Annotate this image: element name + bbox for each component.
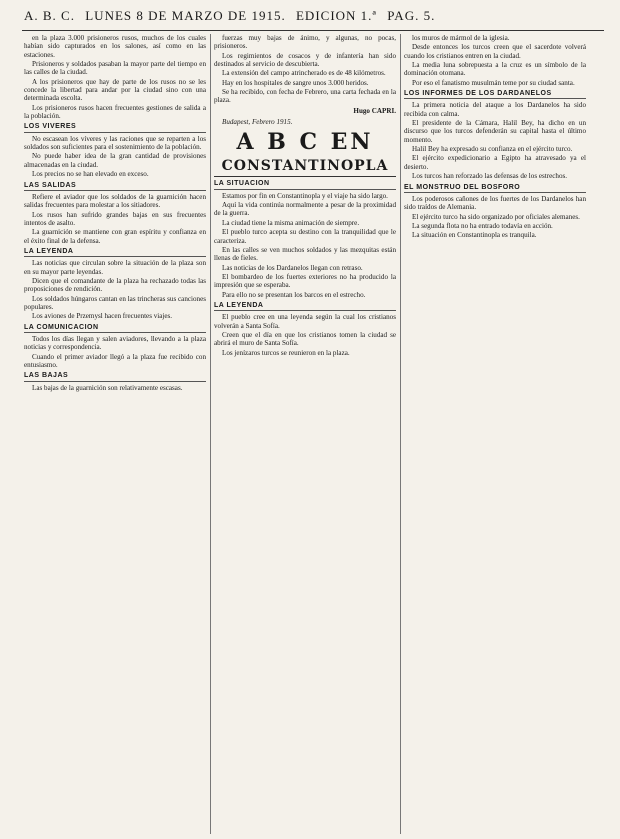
paragraph: Dicen que el comandante de la plaza ha rechazado todas las proposiciones de rendición. xyxy=(24,276,206,294)
paragraph: Refiere el aviador que los soldados de la guarnición hacen salidas frecuentes para molestar a los sitiadores. xyxy=(24,192,206,210)
paragraph: Se ha recibido, con fecha de Febrero, una carta fechada en la plaza. xyxy=(214,88,396,105)
article-dateline: Budapest, Febrero 1915. xyxy=(222,118,293,127)
paragraph: Estamos por fin en Constantinopla y el viaje ha sido largo. xyxy=(222,191,388,200)
paragraph: El bombardeo de los fuertes exteriores no ha producido la impresión que se esperaba. xyxy=(214,272,396,290)
article-title-top: A B C EN xyxy=(236,129,374,156)
paragraph: El ejército turco ha sido organizado por oficiales alemanes. xyxy=(412,212,580,221)
section-heading-monstruo: EL MONSTRUO DEL BOSFORO xyxy=(404,184,586,193)
paragraph: Todos los días llegan y salen aviadores, llevando a la plaza noticias y correspondencia. xyxy=(24,335,206,352)
column-1 xyxy=(24,34,206,834)
paragraph: El pueblo turco acepta su destino con la tranquilidad que le caracteriza. xyxy=(214,228,396,245)
header-page-number: PAG. 5. xyxy=(387,8,436,23)
page-header xyxy=(24,8,604,30)
section-heading-leyenda: LA LEYENDA xyxy=(24,248,206,257)
header-rule xyxy=(22,30,604,31)
paragraph: Por eso el fanatismo musulmán teme por su ciudad santa. xyxy=(412,78,575,87)
paragraph: La situación en Constantinopla es tranquila. xyxy=(412,231,537,240)
paragraph: Cuando el primer aviador llegó a la plaza fue recibido con entusiasmo. xyxy=(24,352,206,370)
paragraph: Los turcos han reforzado las defensas de los estrechos. xyxy=(412,172,568,181)
paragraph: Creen que el día en que los cristianos tomen la ciudad se abrirá el muro de Santa Sofía. xyxy=(214,330,396,348)
paragraph: La ciudad tiene la misma animación de siempre. xyxy=(222,218,360,227)
paragraph: Halil Bey ha expresado su confianza en el ejército turco. xyxy=(412,145,573,154)
paragraph: Hay en los hospitales de sangre unos 3.000 heridos. xyxy=(222,78,369,87)
paragraph: La segunda flota no ha entrado todavía en acción. xyxy=(412,221,553,230)
paragraph: Para ello no se presentan los barcos en el estrecho. xyxy=(222,290,366,299)
paragraph: El presidente de la Cámara, Halil Bey, ha dicho en un discurso que los turcos defenderán su capital hasta el último momento. xyxy=(404,119,586,144)
paragraph: Prisioneros y soldados pasaban la mayor parte del tiempo en las calles de la ciudad. xyxy=(24,60,206,77)
paragraph: La guarnición se mantiene con gran espíritu y confianza en el éxito final de la defensa. xyxy=(24,228,206,245)
paragraph: los muros de mármol de la iglesia. xyxy=(412,34,510,42)
paragraph: Las bajas de la guarnición son relativamente escasas. xyxy=(32,383,183,392)
paragraph: Los aviones de Przemysl hacen frecuentes viajes. xyxy=(32,312,173,321)
column-3 xyxy=(404,34,586,834)
paragraph: Los prisioneros rusos hacen frecuentes gestiones de salida a la población. xyxy=(24,103,206,121)
column-separator xyxy=(210,34,211,834)
paragraph: en la plaza 3.000 prisioneros rusos, muchos de los cuales habían sido capturados en los salones, así como en las estaciones. xyxy=(24,34,206,59)
paragraph: Los regimientos de cosacos y de infantería han sido destinados al servicio de descubierta. xyxy=(214,51,396,69)
section-heading-dardanelos: LOS INFORMES DE LOS DARDANELOS xyxy=(404,90,586,99)
paragraph: El ejército expedicionario a Egipto ha atravesado ya el desierto. xyxy=(404,154,586,171)
paragraph: Desde entonces los turcos creen que el sacerdote volverá cuando los cristianos entren en la ciudad. xyxy=(404,43,586,60)
paragraph: La media luna sobrepuesta a la cruz es un símbolo de la dominación otomana. xyxy=(404,61,586,78)
paragraph: Los jenízaros turcos se reunieron en la plaza. xyxy=(222,348,350,357)
paragraph: Las noticias de los Dardanelos llegan con retraso. xyxy=(222,263,363,272)
section-heading-leyenda-2: LA LEYENDA xyxy=(214,302,396,311)
paragraph: Los poderosos cañones de los fuertes de los Dardanelos han sido traídos de Alemania. xyxy=(404,194,586,212)
paragraph: fuerzas muy bajas de ánimo, y algunas, no pocas, prisioneros. xyxy=(214,34,396,51)
paragraph: No escasean los víveres y las raciones que se reparten a los soldados son suficientes para el sostenimiento de la población. xyxy=(24,134,206,152)
header-paper-name: A. B. C. xyxy=(24,8,75,23)
section-heading-comunicacion: LA COMUNICACION xyxy=(24,324,206,333)
column-2 xyxy=(214,34,396,834)
paragraph: En las calles se ven muchos soldados y las mezquitas están llenas de fieles. xyxy=(214,245,396,263)
paragraph: A los prisioneros que hay de parte de los rusos no se les concede la libertad para andar por la ciudad sino con una determinada escolta. xyxy=(24,77,206,103)
section-heading-bajas: LAS BAJAS xyxy=(24,372,206,381)
header-date: LUNES 8 DE MARZO DE 1915. xyxy=(85,8,286,23)
section-heading-situacion: LA SITUACION xyxy=(214,180,396,189)
paragraph: Los precios no se han elevado en exceso. xyxy=(32,170,149,179)
paragraph: Aquí la vida continúa normalmente a pesar de la proximidad de la guerra. xyxy=(214,201,396,218)
paragraph: Las noticias que circulan sobre la situación de la plaza son en su mayor parte leyendas. xyxy=(24,259,206,276)
paragraph: Los rusos han sufrido grandes bajas en sus frecuentes intentos de asalto. xyxy=(24,210,206,227)
paragraph: Los soldados húngaros cantan en las trincheras sus canciones populares. xyxy=(24,294,206,311)
paragraph: El pueblo cree en una leyenda según la cual los cristianos volverán a Santa Sofía. xyxy=(214,313,396,330)
column-separator xyxy=(400,34,401,834)
paragraph: No puede haber idea de la gran cantidad de provisiones almacenadas en la ciudad. xyxy=(24,152,206,169)
header-edition: EDICION 1.ª xyxy=(295,8,378,23)
section-heading-salidas: LAS SALIDAS xyxy=(24,182,206,191)
section-heading-viveres: LOS VIVERES xyxy=(24,123,206,132)
article-signature: Hugo CAPRI. xyxy=(353,106,396,115)
paragraph: La primera noticia del ataque a los Dardanelos ha sido recibida con calma. xyxy=(404,101,586,118)
article-title-main: CONSTANTINOPLA xyxy=(214,158,396,177)
paragraph: La extensión del campo atrincherado es de 48 kilómetros. xyxy=(222,69,386,78)
